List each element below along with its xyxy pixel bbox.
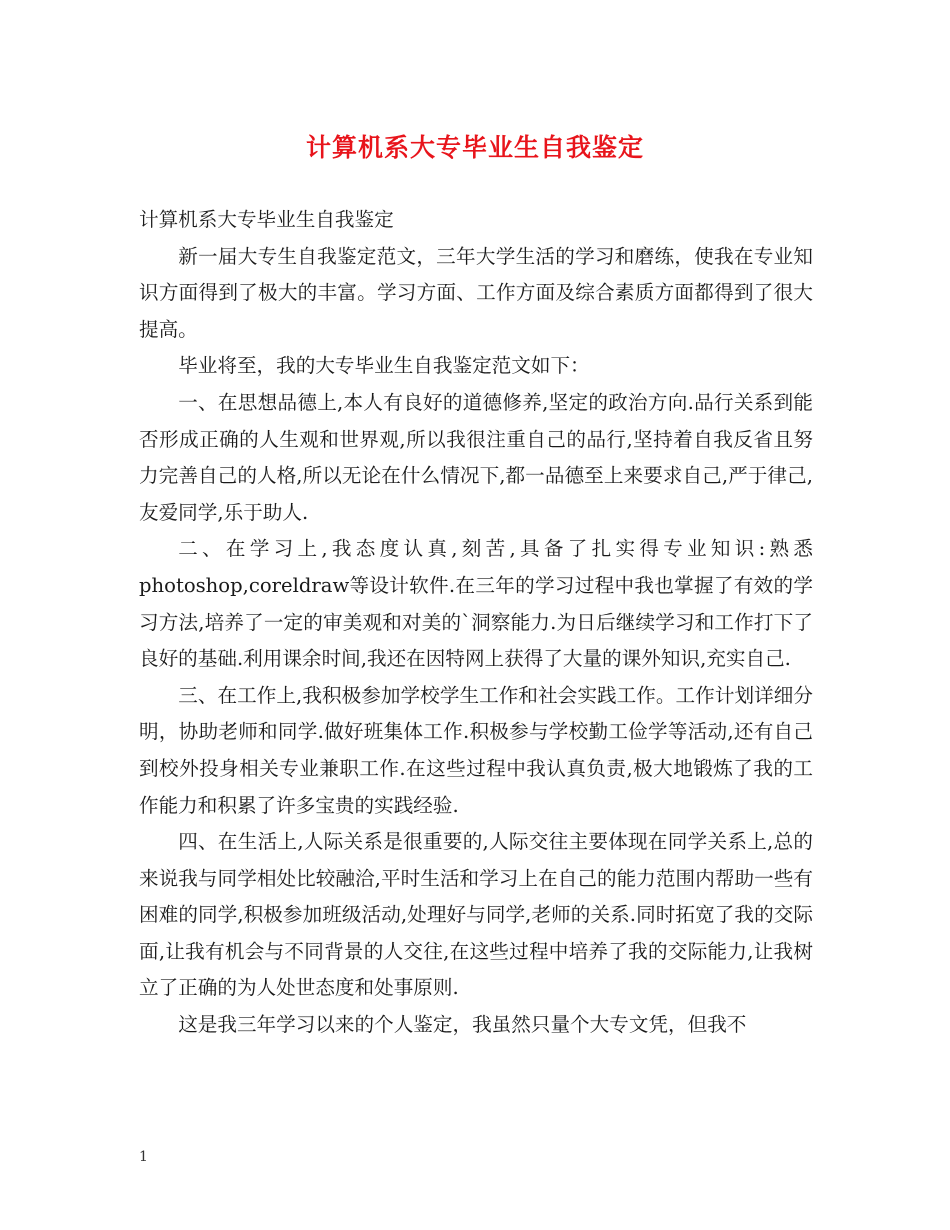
closing-paragraph: 这是我三年学习以来的个人鉴定，我虽然只量个大专文凭，但我不 xyxy=(178,1013,747,1037)
section-study-paragraph: 二、在学习上,我态度认真,刻苦,具备了扎实得专业知识:熟悉photoshop,coreldraw等设计软件.在三年的学习过程中我也掌握了有效的学习方法,培养了一定的审美观和对美的`洞察能力.为日后继续学习和工作打下了良好的基础.利用课余时间,我还在因特网上获得了大量的课外知识,充实自己. xyxy=(139,537,813,671)
section-morality-paragraph: 一、在思想品德上,本人有良好的道德修养,坚定的政治方向.品行关系到能否形成正确的人生观和世界观,所以我很注重自己的品行,坚持着自我反省且努力完善自己的人格,所以无论在什么情况下,都一品德至上来要求自己,严于律己,友爱同学,乐于助人. xyxy=(139,390,813,524)
page-number: 1 xyxy=(139,1149,148,1165)
document-body xyxy=(139,202,813,1044)
section-life-paragraph: 四、在生活上,人际关系是很重要的,人际交往主要体现在同学关系上,总的来说我与同学相处比较融洽,平时生活和学习上在自己的能力范围内帮助一些有困难的同学,积极参加班级活动,处理好与同学,老师的关系.同时拓宽了我的交际面,让我有机会与不同背景的人交往,在这些过程中培养了我的交际能力,让我树立了正确的为人处世态度和处事原则. xyxy=(139,830,813,1000)
intro-paragraph: 新一届大专生自我鉴定范文，三年大学生活的学习和磨练，使我在专业知识方面得到了极大的丰富。学习方面、工作方面及综合素质方面都得到了很大提高。 xyxy=(139,244,813,341)
subtitle-paragraph: 计算机系大专毕业生自我鉴定 xyxy=(139,208,394,231)
section-work-paragraph: 三、在工作上,我积极参加学校学生工作和社会实践工作。工作计划详细分明，协助老师和同学.做好班集体工作.积极参与学校勤工俭学等活动,还有自己到校外投身相关专业兼职工作.在这些过程中我认真负责,极大地锻炼了我的工作能力和积累了许多宝贵的实践经验. xyxy=(139,683,813,817)
lead-in-paragraph: 毕业将至，我的大专毕业生自我鉴定范文如下： xyxy=(178,354,590,378)
document-title: 计算机系大专毕业生自我鉴定 xyxy=(305,133,644,162)
